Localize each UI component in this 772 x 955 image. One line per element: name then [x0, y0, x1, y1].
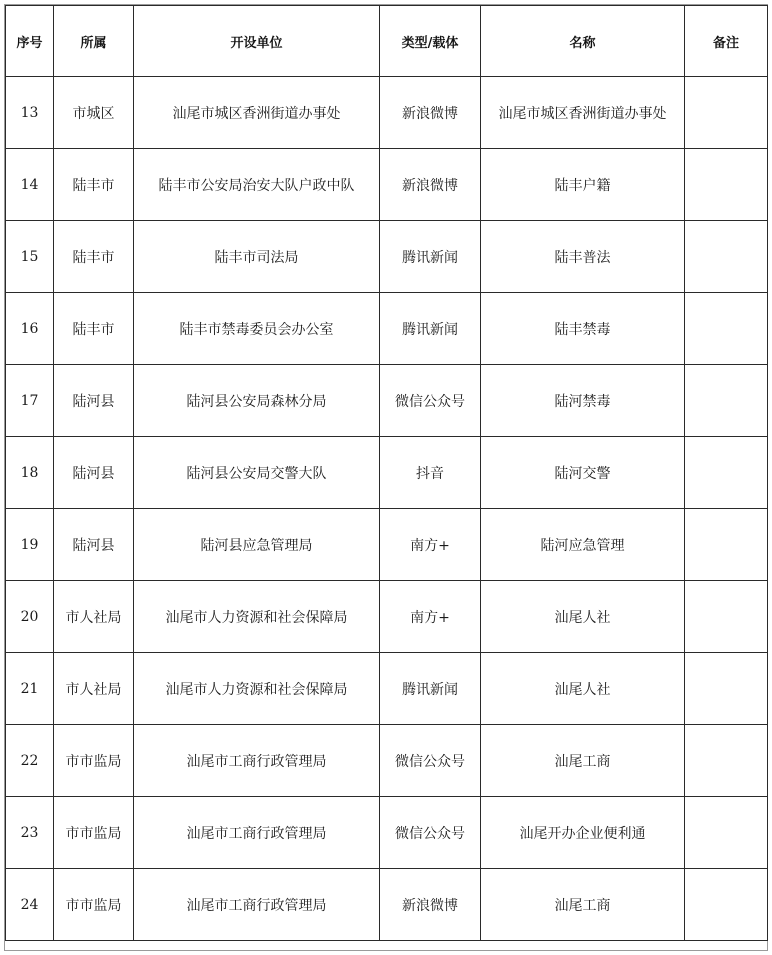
cell-unit: 汕尾市人力资源和社会保障局: [134, 653, 380, 725]
cell-name: 汕尾人社: [481, 581, 685, 653]
cell-district: 市人社局: [54, 581, 134, 653]
cell-unit: 汕尾市人力资源和社会保障局: [134, 581, 380, 653]
table-row: [6, 221, 768, 293]
cell-unit: 陆河县公安局交警大队: [134, 437, 380, 509]
cell-remark: [685, 77, 768, 149]
cell-unit: 汕尾市工商行政管理局: [134, 797, 380, 869]
table-row: [6, 293, 768, 365]
cell-type: 微信公众号: [380, 797, 481, 869]
cell-remark: [685, 797, 768, 869]
table-row: [6, 149, 768, 221]
table-row: [6, 581, 768, 653]
table-row: [6, 725, 768, 797]
cell-remark: [685, 365, 768, 437]
cell-seq: 19: [6, 509, 54, 581]
cell-name: 汕尾工商: [481, 725, 685, 797]
cell-remark: [685, 725, 768, 797]
cell-district: 陆河县: [54, 365, 134, 437]
cell-district: 市城区: [54, 77, 134, 149]
cell-remark: [685, 437, 768, 509]
table-row: [6, 653, 768, 725]
cell-district: 陆河县: [54, 437, 134, 509]
cell-name: 汕尾人社: [481, 653, 685, 725]
cell-seq: 22: [6, 725, 54, 797]
cell-district: 市市监局: [54, 869, 134, 941]
cell-unit: 汕尾市工商行政管理局: [134, 869, 380, 941]
cell-name: 陆河交警: [481, 437, 685, 509]
cell-unit: 陆丰市司法局: [134, 221, 380, 293]
cell-name: 汕尾市城区香洲街道办事处: [481, 77, 685, 149]
cell-type: 新浪微博: [380, 149, 481, 221]
cell-district: 陆丰市: [54, 293, 134, 365]
cell-seq: 20: [6, 581, 54, 653]
cell-district: 市市监局: [54, 797, 134, 869]
cell-remark: [685, 149, 768, 221]
cell-type: 腾讯新闻: [380, 293, 481, 365]
cell-district: 陆丰市: [54, 149, 134, 221]
cell-seq: 18: [6, 437, 54, 509]
cell-name: 陆丰户籍: [481, 149, 685, 221]
header-row: [6, 6, 768, 77]
cell-seq: 14: [6, 149, 54, 221]
cell-name: 陆丰禁毒: [481, 293, 685, 365]
table-row: [6, 509, 768, 581]
cell-seq: 16: [6, 293, 54, 365]
cell-unit: 陆河县公安局森林分局: [134, 365, 380, 437]
cell-district: 市市监局: [54, 725, 134, 797]
cell-type: 腾讯新闻: [380, 653, 481, 725]
table-row: [6, 437, 768, 509]
cell-unit: 汕尾市工商行政管理局: [134, 725, 380, 797]
cell-district: 陆河县: [54, 509, 134, 581]
cell-name: 汕尾开办企业便利通: [481, 797, 685, 869]
header-district: 所属: [54, 6, 134, 77]
cell-type: 南方+: [380, 581, 481, 653]
header-name: 名称: [481, 6, 685, 77]
cell-unit: 陆河县应急管理局: [134, 509, 380, 581]
cell-remark: [685, 653, 768, 725]
header-unit: 开设单位: [134, 6, 380, 77]
cell-remark: [685, 509, 768, 581]
cell-name: 陆丰普法: [481, 221, 685, 293]
cell-remark: [685, 221, 768, 293]
cell-seq: 23: [6, 797, 54, 869]
cell-type: 微信公众号: [380, 725, 481, 797]
cell-unit: 汕尾市城区香洲街道办事处: [134, 77, 380, 149]
header-type: 类型/载体: [380, 6, 481, 77]
cell-type: 新浪微博: [380, 869, 481, 941]
cell-name: 汕尾工商: [481, 869, 685, 941]
cell-unit: 陆丰市公安局治安大队户政中队: [134, 149, 380, 221]
cell-seq: 13: [6, 77, 54, 149]
table-row: [6, 869, 768, 941]
cell-seq: 15: [6, 221, 54, 293]
cell-district: 市人社局: [54, 653, 134, 725]
cell-unit: 陆丰市禁毒委员会办公室: [134, 293, 380, 365]
cell-remark: [685, 581, 768, 653]
cell-district: 陆丰市: [54, 221, 134, 293]
cell-seq: 24: [6, 869, 54, 941]
cell-name: 陆河应急管理: [481, 509, 685, 581]
header-seq: 序号: [6, 6, 54, 77]
account-table: [5, 5, 768, 941]
cell-name: 陆河禁毒: [481, 365, 685, 437]
cell-type: 抖音: [380, 437, 481, 509]
cell-type: 新浪微博: [380, 77, 481, 149]
cell-seq: 21: [6, 653, 54, 725]
cell-type: 腾讯新闻: [380, 221, 481, 293]
table-body: [6, 77, 768, 941]
cell-remark: [685, 869, 768, 941]
table-row: [6, 365, 768, 437]
cell-type: 南方+: [380, 509, 481, 581]
table-row: [6, 797, 768, 869]
cell-remark: [685, 293, 768, 365]
cell-type: 微信公众号: [380, 365, 481, 437]
header-remark: 备注: [685, 6, 768, 77]
table-row: [6, 77, 768, 149]
cell-seq: 17: [6, 365, 54, 437]
